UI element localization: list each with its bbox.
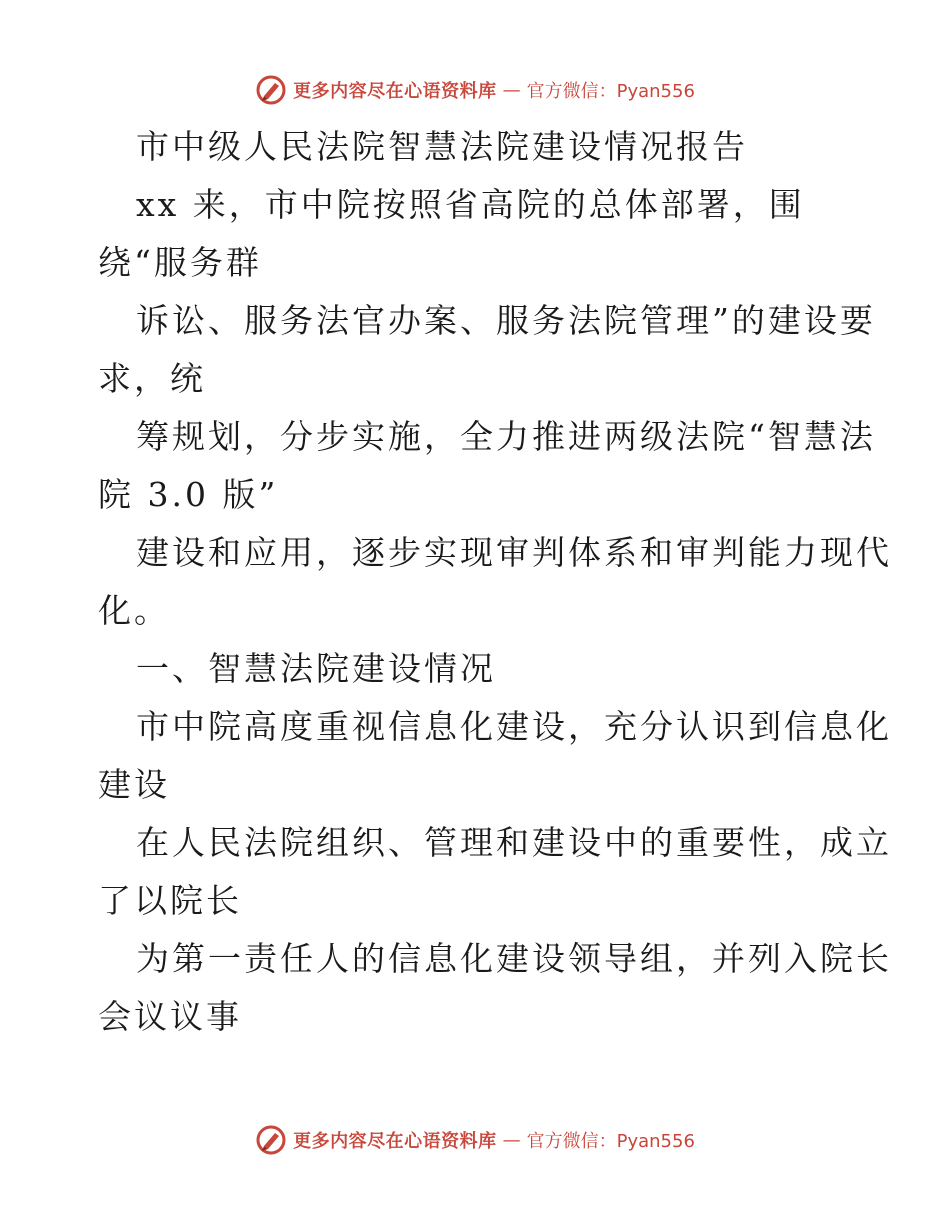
header-banner[interactable]: [0, 70, 950, 110]
header-wechat-text: 官方微信：Pyan556: [526, 81, 695, 102]
section-heading: 一、智慧法院建设情况: [136, 649, 496, 688]
footer-dash: —: [502, 1129, 521, 1151]
footer-wechat-text: 官方微信：Pyan556: [526, 1131, 695, 1152]
doc-line: 市中院高度重视信息化建设，充分认识到信息化: [136, 707, 892, 746]
doc-line: 会议议事: [98, 997, 242, 1036]
doc-line: 诉讼、服务法官办案、服务法院管理”的建设要: [136, 301, 876, 340]
doc-line: 筹规划，分步实施，全力推进两级法院“智慧法: [136, 417, 876, 456]
header-site-text: 更多内容尽在心语资料库: [293, 81, 497, 102]
header-dash: —: [502, 79, 521, 101]
footer-banner[interactable]: [0, 1120, 950, 1160]
doc-line: 建设和应用，逐步实现审判体系和审判能力现代: [136, 533, 892, 572]
doc-line: 建设: [98, 765, 170, 804]
doc-line: xx 来，市中院按照省高院的总体部署，围: [136, 185, 805, 224]
doc-line: 化。: [98, 591, 170, 630]
doc-line: 在人民法院组织、管理和建设中的重要性，成立: [136, 823, 892, 862]
footer-site-text: 更多内容尽在心语资料库: [293, 1131, 497, 1152]
pen-logo-icon: [255, 74, 287, 106]
document-body: [98, 118, 892, 1046]
pen-logo-icon: [255, 1124, 287, 1156]
doc-line: 绕“服务群: [98, 243, 262, 282]
doc-line: 求，统: [98, 359, 206, 398]
doc-line: 为第一责任人的信息化建设领导组，并列入院长: [136, 939, 892, 978]
doc-line: 院 3.0 版”: [98, 475, 279, 514]
doc-line: 了以院长: [98, 881, 242, 920]
doc-title: 市中级人民法院智慧法院建设情况报告: [136, 127, 748, 166]
